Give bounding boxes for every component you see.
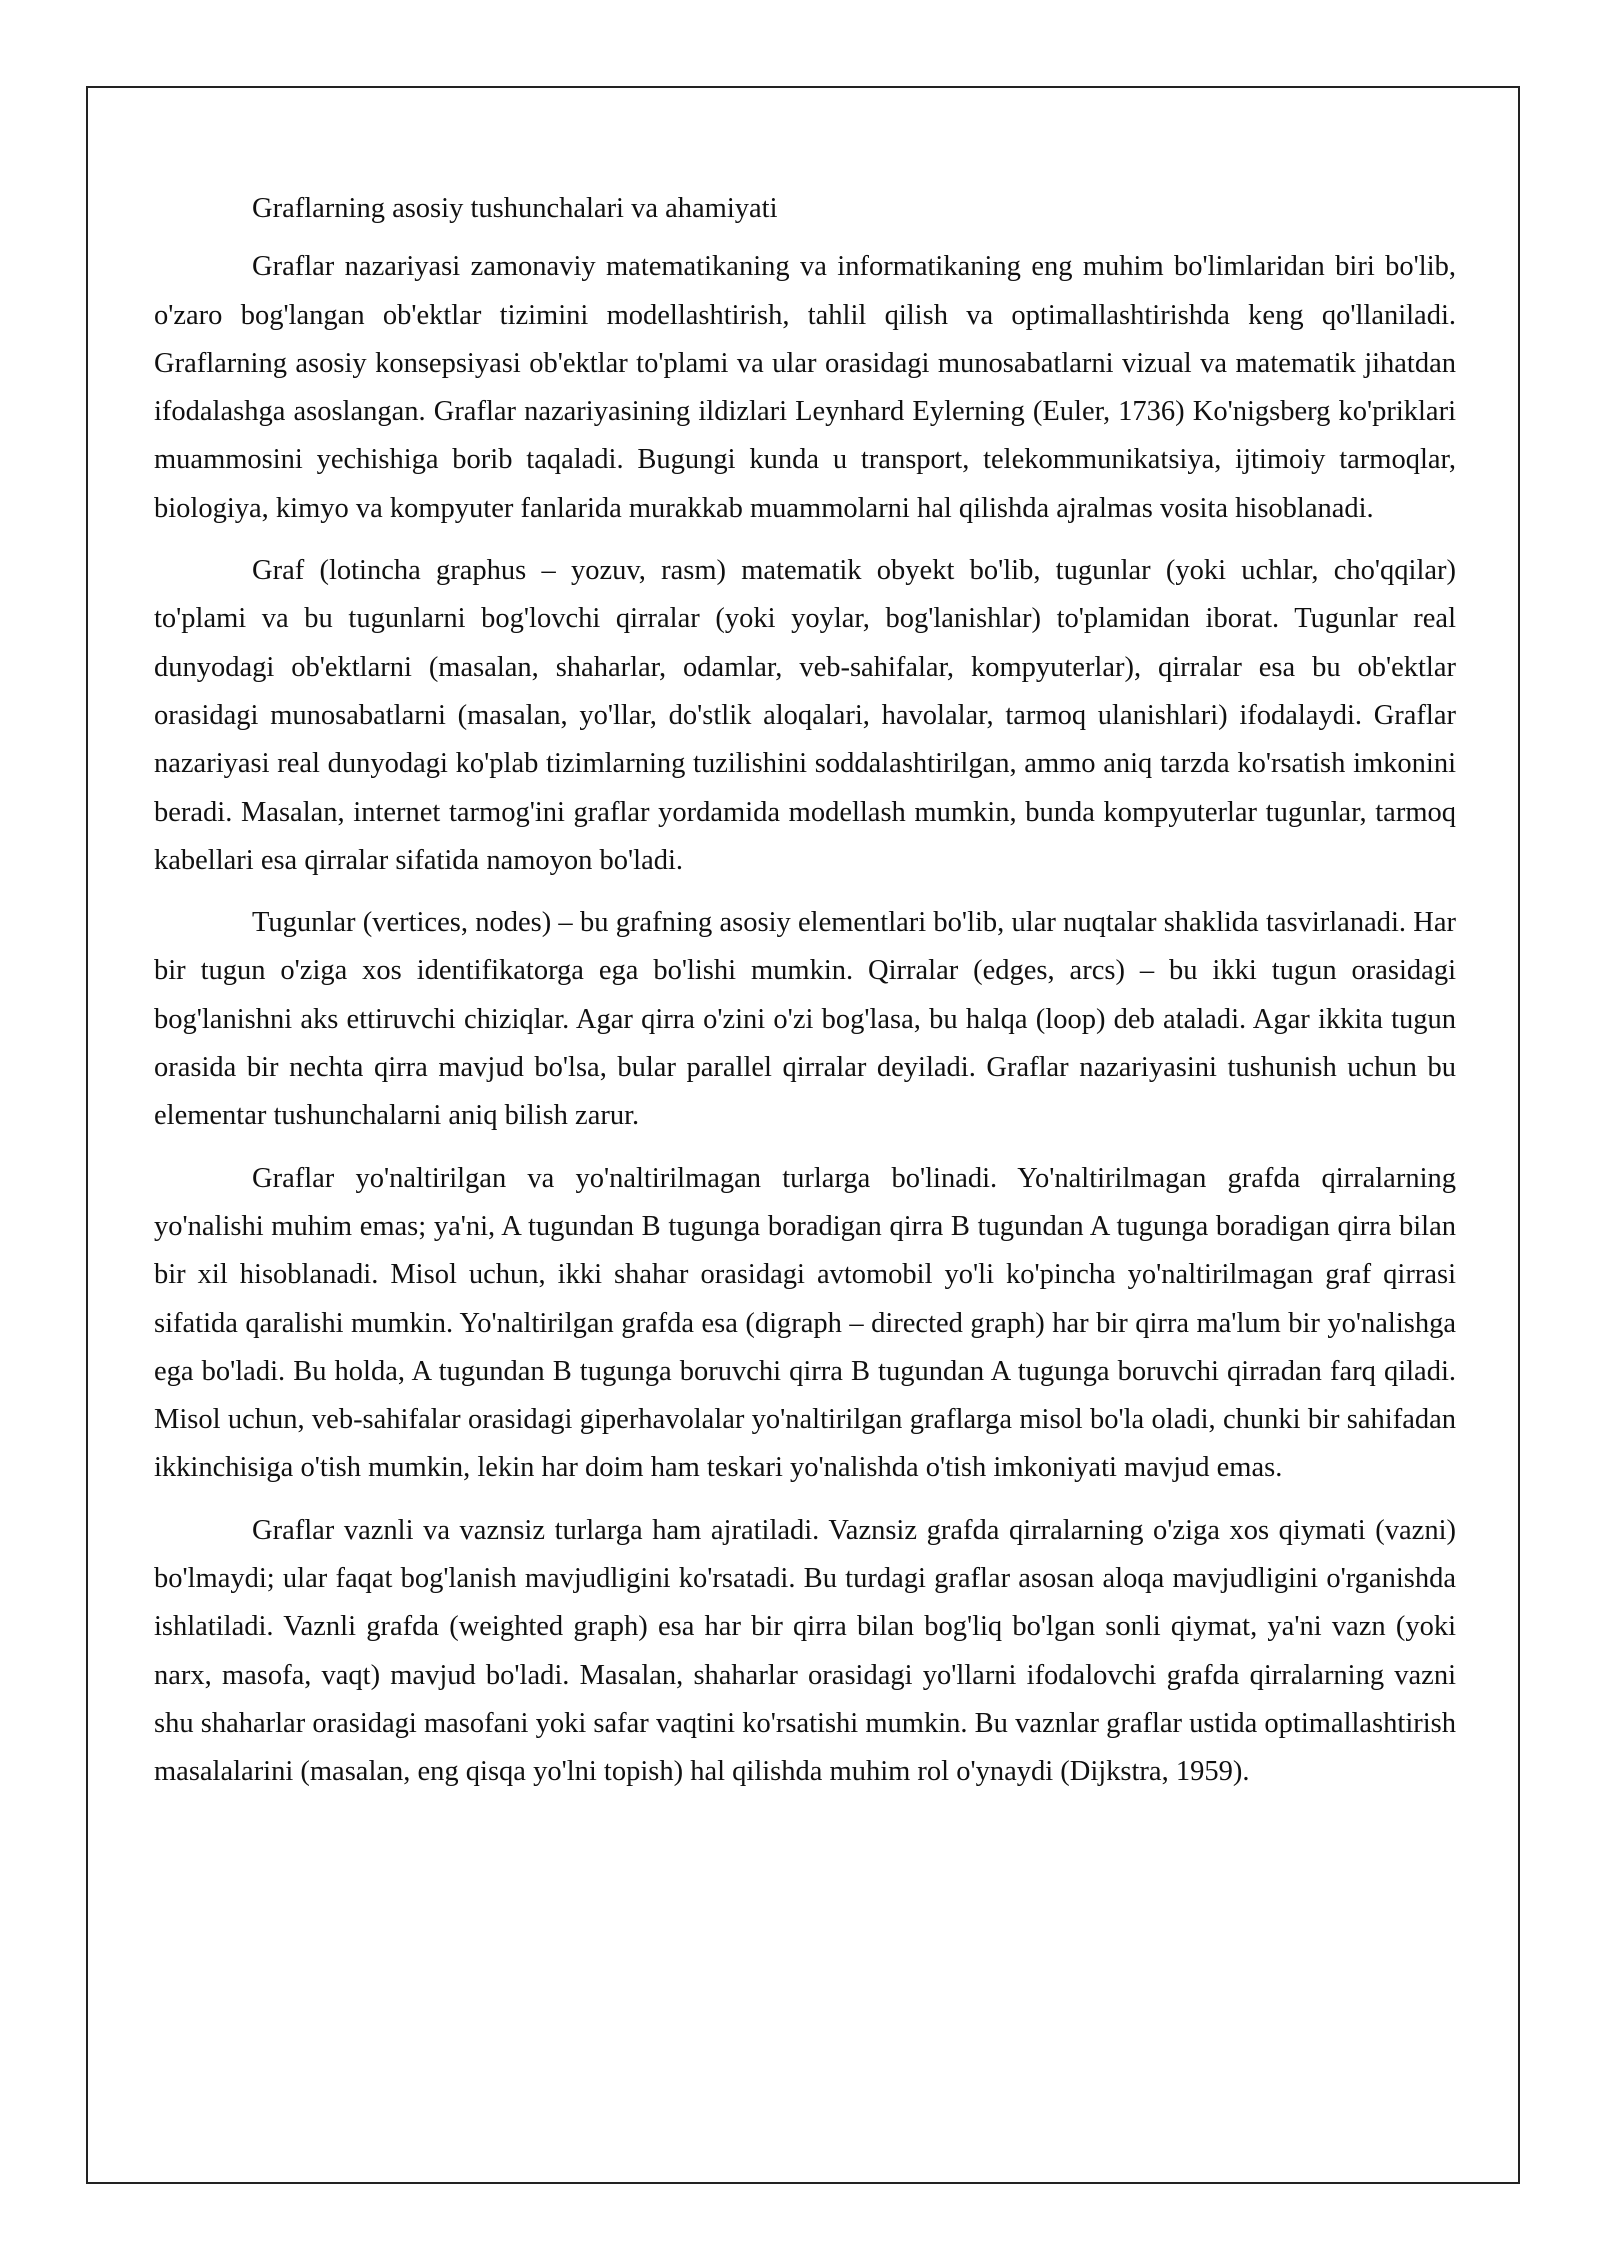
document-title: Graflarning asosiy tushunchalari va ahamiyati [252,193,778,224]
paragraph-directed-undirected: Graflar yo'naltirilgan va yo'naltirilmagan turlarga bo'linadi. Yo'naltirilmagan grafda qirralarning yo'nalishi muhim emas; ya'ni, A tugundan B tugunga boradigan qirra B tugundan A tugunga boradigan qirra bilan bir xil hisoblanadi. Misol uchun, ikki shahar orasidagi avtomobil yo'li ko'pincha yo'naltirilmagan graf qirrasi sifatida qaralishi mumkin. Yo'naltirilgan grafda esa (digraph – directed graph) har bir qirra ma'lum bir yo'nalishga ega bo'ladi. Bu holda, A tugundan B tugunga boruvchi qirra B tugundan A tugunga boruvchi qirradan farq qiladi. Misol uchun, veb-sahifalar orasidagi giperhavolalar yo'naltirilgan graflarga misol bo'la oladi, chunki bir sahifadan ikkinchisiga o'tish mumkin, lekin har doim ham teskari yo'nalishda o'tish imkoniyati mavjud emas. [154,1162,1456,1484]
paragraph-intro: Graflar nazariyasi zamonaviy matematikaning va informatikaning eng muhim bo'limlaridan biri bo'lib, o'zaro bog'langan ob'ektlar tizimini modellashtirish, tahlil qilish va optimallashtirishda keng qo'llaniladi. Graflarning asosiy konsepsiyasi ob'ektlar to'plami va ular orasidagi munosabatlarni vizual va matematik jihatdan ifodalashga asoslangan. Graflar nazariyasining ildizlari Leynhard Eylerning (Euler, 1736) Ko'nigsberg ko'priklari muammosini yechishiga borib taqaladi. Bugungi kunda u transport, telekommunikatsiya, ijtimoiy tarmoqlar, biologiya, kimyo va kompyuter fanlarida murakkab muammolarni hal qilishda ajralmas vosita hisoblanadi. [154,251,1456,524]
paragraph-vertices-edges: Tugunlar (vertices, nodes) – bu grafning asosiy elementlari bo'lib, ular nuqtalar shaklida tasvirlanadi. Har bir tugun o'ziga xos identifikatorga ega bo'lishi mumkin. Qirralar (edges, arcs) – bu ikki tugun orasidagi bog'lanishni aks ettiruvchi chiziqlar. Agar qirra o'zini o'zi bog'lasa, bu halqa (loop) deb ataladi. Agar ikkita tugun orasida bir nechta qirra mavjud bo'lsa, bular parallel qirralar deyiladi. Graflar nazariyasini tushunish uchun bu elementar tushunchalarni aniq bilish zarur. [154,907,1456,1132]
paragraph-weighted-unweighted: Graflar vaznli va vaznsiz turlarga ham ajratiladi. Vaznsiz grafda qirralarning o'ziga xos qiymati (vazni) bo'lmaydi; ular faqat bog'lanish mavjudligini ko'rsatadi. Bu turdagi graflar asosan aloqa mavjudligini o'rganishda ishlatiladi. Vaznli grafda (weighted graph) esa har bir qirra bilan bog'liq bo'lgan sonli qiymat, ya'ni vazn (yoki narx, masofa, vaqt) mavjud bo'ladi. Masalan, shaharlar orasidagi yo'llarni ifodalovchi grafda qirralarning vazni shu shaharlar orasidagi masofani yoki safar vaqtini ko'rsatishi mumkin. Bu vaznlar graflar ustida optimallashtirish masalalarini (masalan, eng qisqa yo'lni topish) hal qilishda muhim rol o'ynaydi (Dijkstra, 1959). [154,1514,1456,1788]
paragraph-graph-definition: Graf (lotincha graphus – yozuv, rasm) matematik obyekt bo'lib, tugunlar (yoki uchlar, cho'qqilar) to'plami va bu tugunlarni bog'lovchi qirralar (yoki yoylar, bog'lanishlar) to'plamidan iborat. Tugunlar real dunyodagi ob'ektlarni (masalan, shaharlar, odamlar, veb-sahifalar, kompyuterlar), qirralar esa bu ob'ektlar orasidagi munosabatlarni (masalan, yo'llar, do'stlik aloqalari, havolalar, tarmoq ulanishlari) ifodalaydi. Graflar nazariyasi real dunyodagi ko'plab tizimlarning tuzilishini soddalashtirilgan, ammo aniq tarzda ko'rsatish imkonini beradi. Masalan, internet tarmog'ini graflar yordamida modellash mumkin, bunda kompyuterlar tugunlar, tarmoq kabellari esa qirralar sifatida namoyon bo'ladi. [154,555,1456,876]
document-body [154,185,1456,1811]
